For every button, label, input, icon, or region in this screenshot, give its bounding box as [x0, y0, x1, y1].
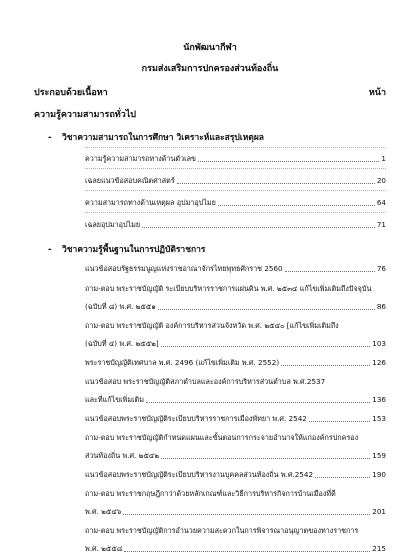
toc-entry-label: ถาม-ตอบ พระราชบัญญัติ องค์การบริหารส่วนจังหวัด พ.ศ. ๒๕๔๐ [แก้ไขเพิ่มเติมถึง — [85, 321, 339, 331]
dot-leader — [142, 227, 375, 228]
toc-entry-label: ถาม-ตอบ พระราชบัญญัติกำหนดแผนและขั้นตอนการกระจายอำนาจให้แก่องค์กรปกครอง — [85, 433, 359, 443]
toc-entry-page: 86 — [376, 302, 386, 312]
divider — [85, 168, 386, 169]
toc-entry-page: 159 — [372, 451, 386, 461]
toc-entry[interactable] — [85, 429, 386, 443]
toc-entry-label: พ.ศ. ๒๕๔๖ — [85, 507, 122, 517]
dot-leader — [158, 309, 375, 310]
toc-entry-label: ความรู้ความสามารถทางด้านตัวเลข — [85, 154, 196, 164]
page-column-label: หน้า — [368, 88, 386, 98]
dot-leader — [309, 421, 370, 422]
toc-entry-label: (ฉบับที่ ๘) พ.ศ. ๒๕๕๑ — [85, 302, 156, 312]
toc-entry-page: 103 — [372, 339, 386, 349]
toc-entry-label: แนวข้อสอบพระราชบัญญัติระเบียบบริหารราชการเมืองพัทยา พ.ศ. 2542 — [85, 414, 307, 424]
toc-entry-label: ถาม-ตอบ พระราชบัญญัติการอำนวยความสะดวกในการพิจารณาอนุญาตของทางราชการ — [85, 526, 359, 536]
toc-entry[interactable] — [85, 503, 386, 517]
toc-entry-label: แนวข้อสอบ พระราชบัญญัติสภาตำบลและองค์การบริหารส่วนตำบล พ.ศ.2537 — [85, 377, 326, 387]
toc-entry[interactable] — [85, 317, 386, 331]
document-subtitle: กรมส่งเสริมการปกครองส่วนท้องถิ่น — [141, 64, 279, 74]
toc-entry[interactable] — [85, 260, 386, 274]
subsection-label: วิชาความสามารถในการศึกษา วิเคราะห์และสรุปเหตุผล — [62, 133, 265, 143]
toc-entry[interactable] — [85, 335, 386, 349]
toc-entry-label: พ.ศ. ๒๕๕๘ — [85, 544, 123, 554]
divider — [85, 212, 386, 213]
toc-entry-page: 20 — [376, 176, 386, 186]
toc-entry[interactable] — [85, 391, 386, 405]
dot-leader — [124, 551, 370, 552]
toc-entry-page: 71 — [376, 220, 386, 230]
dot-leader — [161, 346, 371, 347]
toc-entry[interactable] — [85, 194, 386, 208]
toc-entry[interactable] — [85, 540, 386, 554]
toc-entry-label: ถาม-ตอบ พระราชบัญญัติ ระเบียบบริหารราชการแผ่นดิน พ.ศ. ๒๕๓๔ แก้ไขเพิ่มเติมถึงปัจจุบัน — [85, 284, 372, 294]
toc-entry-label: และที่แก้ไขเพิ่มเติม — [85, 395, 144, 405]
toc-entry-label: (ฉบับที่ ๔) พ.ศ. ๒๕๕๒] — [85, 339, 159, 349]
toc-entry-label: เฉลยอุปมาอุปไมย — [85, 220, 141, 230]
toc-entry-page: 215 — [372, 544, 386, 554]
toc-entry-label: ความสามารถทางด้านเหตุผล อุปมาอุปไมย — [85, 198, 216, 208]
toc-entry-page: 136 — [372, 395, 386, 405]
contents-label: ประกอบด้วยเนื้อหา — [34, 88, 108, 98]
dot-leader — [281, 365, 370, 366]
toc-entry[interactable] — [85, 172, 386, 186]
toc-entry-page: 190 — [372, 470, 386, 480]
toc-entry[interactable] — [85, 298, 386, 312]
toc-entry[interactable] — [85, 354, 386, 368]
dot-leader — [218, 205, 375, 206]
toc-entry[interactable] — [85, 150, 386, 164]
toc-entry-page: 153 — [372, 414, 386, 424]
section-title: ความรู้ความสามารถทั่วไป — [34, 110, 136, 120]
subsection-dash: - — [48, 133, 52, 143]
dot-leader — [161, 458, 370, 459]
divider — [85, 190, 386, 191]
dot-leader — [123, 514, 370, 515]
toc-entry-label: เฉลยแนวข้อสอบคณิตศาสตร์ — [85, 176, 175, 186]
toc-entry[interactable] — [85, 216, 386, 230]
subsection-label: วิชาความรู้พื้นฐานในการปฏิบัติราชการ — [62, 245, 206, 255]
toc-entry-label: ส่วนท้องถิ่น พ.ศ. ๒๕๔๒ — [85, 451, 159, 461]
toc-entry[interactable] — [85, 485, 386, 499]
toc-entry-page: 201 — [372, 507, 386, 517]
toc-entry-page: 76 — [376, 264, 386, 274]
toc-entry[interactable] — [85, 466, 386, 480]
dot-leader — [198, 161, 380, 162]
dot-leader — [146, 402, 370, 403]
subsection-title-2 — [48, 242, 205, 256]
dot-leader — [177, 183, 375, 184]
toc-entry-label: ถาม-ตอบ พระราชกฤษฎีกาว่าด้วยหลักเกณฑ์และวิธีการบริหารกิจการบ้านเมืองที่ดี — [85, 489, 336, 499]
divider — [85, 147, 386, 148]
subsection-title-1 — [48, 130, 264, 144]
subsection-dash: - — [48, 245, 52, 255]
toc-entry-page: 64 — [376, 198, 386, 208]
dot-leader — [285, 271, 375, 272]
dot-leader — [315, 477, 370, 478]
toc-entry[interactable] — [85, 522, 386, 536]
toc-entry[interactable] — [85, 280, 386, 294]
toc-entry[interactable] — [85, 410, 386, 424]
toc-entry-label: พระราชบัญญัติเทศบาล พ.ศ. 2496 (แก้ไขเพิ่มเติม พ.ศ. 2552) — [85, 358, 280, 368]
toc-entry-label: แนวข้อสอบพระราชบัญญัติระเบียบบริหารงานบุคคลส่วนท้องถิ่น พ.ศ.2542 — [85, 470, 314, 480]
toc-entry-page: 1 — [381, 154, 386, 164]
toc-entry[interactable] — [85, 447, 386, 461]
toc-entry-label: แนวข้อสอบรัฐธรรมนูญแห่งราชอาณาจักรไทยพุทธศักราช 2560 — [85, 264, 283, 274]
toc-entry-page: 126 — [372, 358, 386, 368]
document-title: นักพัฒนากีฬา — [183, 43, 237, 53]
toc-entry[interactable] — [85, 373, 386, 387]
